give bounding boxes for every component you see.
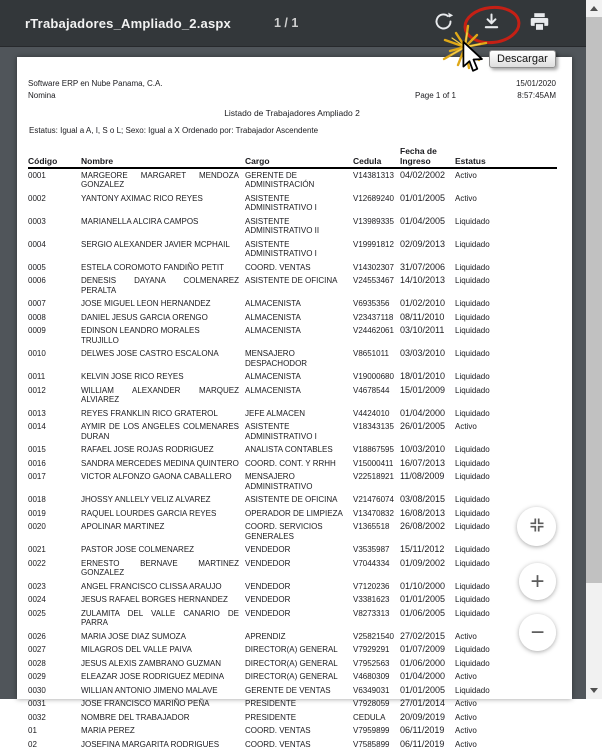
download-icon	[481, 11, 502, 35]
cell-cargo: JEFE ALMACEN	[245, 408, 306, 418]
cell-estatus: Liquidado	[455, 458, 490, 468]
cell-estatus: Liquidado	[455, 595, 490, 604]
cell-nombre: JOSEFINA MARGARITA RODRIGUES	[81, 739, 220, 749]
cell-codigo: 0018	[28, 495, 46, 504]
toolbar-actions	[426, 6, 556, 40]
cell-fecha: 26/08/2002	[400, 521, 446, 531]
cell-estatus: Liquidado	[455, 495, 490, 504]
cell-codigo: 0032	[28, 712, 46, 722]
print-button[interactable]	[522, 6, 556, 40]
cell-codigo: 01	[28, 726, 37, 735]
cell-fecha: 14/10/2013	[400, 275, 446, 285]
cell-cedula: V8273313	[353, 608, 390, 618]
cell-cedula: V7120236	[353, 581, 390, 591]
cell-cargo: ALMACENISTA	[245, 385, 301, 395]
table-row	[28, 275, 557, 298]
cell-codigo: 0028	[28, 658, 46, 668]
cell-cedula: V12689240	[353, 193, 394, 203]
fit-page-icon	[529, 517, 545, 536]
table-row	[28, 421, 557, 444]
cell-cargo: DIRECTOR(A) GENERAL	[245, 645, 338, 654]
table-row	[28, 192, 557, 215]
cell-nombre: JOSE MIGUEL LEON HERNANDEZ	[81, 299, 211, 308]
cell-cedula: V19991812	[353, 239, 394, 249]
cell-estatus: Liquidado	[455, 216, 490, 226]
cell-estatus: Liquidado	[455, 312, 490, 322]
cell-cedula: V4424010	[353, 408, 390, 418]
table-row	[28, 698, 557, 712]
col-header-estatus: Estatus	[455, 146, 557, 168]
cell-codigo: 0019	[28, 508, 46, 518]
col-header-nombre: Nombre	[81, 146, 245, 168]
cell-fecha: 01/01/2005	[400, 192, 446, 203]
cell-cedula: V7928059	[353, 699, 390, 708]
cell-fecha: 31/07/2006	[400, 261, 446, 272]
table-row	[28, 738, 557, 752]
cell-fecha: 08/11/2010	[400, 311, 445, 322]
cell-nombre: DENESIS DAYANA COLMENAREZ PERALTA	[81, 276, 239, 295]
cell-estatus: Liquidado	[455, 262, 490, 272]
col-header-cargo: Cargo	[245, 146, 353, 168]
scroll-down-button[interactable]	[586, 682, 602, 699]
table-row	[28, 557, 557, 580]
cell-estatus: Liquidado	[455, 645, 490, 654]
cell-nombre: DELWES JOSE CASTRO ESCALONA	[81, 349, 219, 358]
cell-cargo: DIRECTOR(A) GENERAL	[245, 658, 338, 668]
cell-nombre: MARGEORE MARGARET MENDOZA GONZALEZ	[81, 170, 239, 189]
table-row	[28, 407, 557, 421]
cell-cedula: V7929291	[353, 645, 390, 654]
table-header-row	[28, 146, 557, 168]
viewer-toolbar	[0, 0, 586, 47]
cell-fecha: 02/09/2013	[400, 238, 446, 249]
table-row	[28, 348, 557, 371]
cell-nombre: WILLIAN ANTONIO JIMENO MALAVE	[81, 685, 218, 695]
cell-estatus: Liquidado	[455, 581, 490, 591]
cell-estatus: Liquidado	[455, 558, 490, 568]
cell-nombre: EDINSON LEANDRO MORALES TRUJILLO	[81, 326, 200, 345]
cell-nombre: REYES FRANKLIN RICO GRATEROL	[81, 408, 218, 418]
cell-nombre: DANIEL JESUS GARCIA ORENGO	[81, 312, 208, 322]
table-body	[28, 168, 557, 752]
cell-nombre: WILLIAM ALEXANDER MARQUEZ ALVIAREZ	[81, 385, 239, 404]
cell-cedula: V7959899	[353, 726, 390, 735]
cell-estatus: Liquidado	[455, 545, 490, 554]
table-row	[28, 594, 557, 608]
col-header-cedula: Cedula	[353, 146, 400, 168]
cell-fecha: 01/06/2000	[400, 657, 446, 668]
cell-estatus: Activo	[455, 170, 477, 180]
cell-fecha: 01/10/2000	[400, 580, 446, 591]
zoom-in-icon: +	[530, 567, 545, 595]
cell-estatus: Liquidado	[455, 326, 490, 335]
company-name: Software ERP en Nube Panama, C.A.	[28, 79, 163, 88]
vertical-scrollbar[interactable]	[586, 0, 602, 699]
cell-estatus: Liquidado	[455, 658, 490, 668]
cell-nombre: VICTOR ALFONZO GAONA CABALLERO	[81, 472, 232, 481]
cell-codigo: 0015	[28, 445, 46, 454]
cell-fecha: 01/04/2000	[400, 407, 446, 418]
cell-nombre: APOLINAR MARTINEZ	[81, 522, 165, 531]
cell-estatus: Liquidado	[455, 349, 490, 358]
cell-cedula: V15000411	[353, 458, 394, 468]
cell-fecha: 16/07/2013	[400, 457, 446, 468]
cell-cedula: V14381313	[353, 170, 394, 180]
cell-codigo: 0009	[28, 326, 46, 335]
zoom-in-button[interactable]	[519, 563, 556, 600]
cell-estatus: Activo	[455, 193, 477, 203]
table-row	[28, 580, 557, 594]
table-row	[28, 457, 557, 471]
table-row	[28, 384, 557, 407]
cell-cedula: V23437118	[353, 312, 394, 322]
cell-cargo: ANALISTA CONTABLES	[245, 445, 333, 454]
cell-cargo: DIRECTOR(A) GENERAL	[245, 672, 338, 681]
cell-fecha: 10/03/2010	[400, 444, 446, 454]
cell-cargo: VENDEDOR	[245, 558, 291, 568]
cell-cargo: COORD. CONT. Y RRHH	[245, 458, 336, 468]
cell-estatus: Activo	[455, 712, 477, 722]
cell-codigo: 0006	[28, 276, 46, 285]
cell-codigo: 0017	[28, 472, 46, 481]
cell-cargo: ALMACENISTA	[245, 326, 301, 335]
cell-cargo: VENDEDOR	[245, 608, 291, 618]
cell-cargo: APRENDIZ	[245, 631, 286, 641]
cell-codigo: 0027	[28, 645, 46, 654]
cell-fecha: 03/10/2011	[400, 325, 445, 335]
cell-nombre: KELVIN JOSE RICO REYES	[81, 372, 184, 381]
document-title: rTrabajadores_Ampliado_2.aspx	[25, 15, 231, 31]
cell-codigo: 0005	[28, 262, 46, 272]
cell-fecha: 26/01/2005	[400, 421, 446, 431]
table-row	[28, 521, 557, 544]
cell-fecha: 18/01/2010	[400, 371, 446, 381]
cell-fecha: 03/03/2010	[400, 348, 446, 358]
cell-fecha: 15/01/2009	[400, 384, 446, 395]
cell-fecha: 04/02/2002	[400, 169, 446, 180]
cell-nombre: MARIA JOSE DIAZ SUMOZA	[81, 631, 186, 641]
print-date: 15/01/2020	[515, 79, 556, 88]
cell-cargo: ASISTENTE ADMINISTRATIVO II	[245, 216, 320, 235]
cell-fecha: 16/08/2013	[400, 507, 446, 518]
cell-fecha: 01/04/2000	[400, 671, 446, 681]
cell-cargo: ASISTENTE DE OFICINA	[245, 495, 338, 504]
cell-cedula: V6935356	[353, 299, 390, 308]
cell-nombre: ANGEL FRANCISCO CLISSA ARAUJO	[81, 581, 222, 591]
cell-estatus: Liquidado	[455, 508, 490, 518]
cell-cedula: V7585899	[353, 739, 390, 749]
cell-codigo: 0003	[28, 216, 46, 226]
cell-estatus: Liquidado	[455, 239, 490, 249]
cell-fecha: 20/09/2019	[400, 711, 446, 722]
workers-table	[28, 146, 557, 752]
table-row	[28, 371, 557, 385]
page-indicator: 1 / 1	[273, 16, 299, 30]
cell-nombre: RAFAEL JOSE ROJAS RODRIGUEZ	[81, 445, 214, 454]
cell-codigo: 0004	[28, 239, 46, 249]
cell-codigo: 0024	[28, 595, 46, 604]
cell-cedula: V3535987	[353, 545, 390, 554]
cell-cargo: ALMACENISTA	[245, 312, 301, 322]
table-row	[28, 725, 557, 739]
cell-nombre: PASTOR JOSE COLMENAREZ	[81, 545, 195, 554]
cell-fecha: 27/02/2015	[400, 630, 446, 641]
table-row	[28, 471, 557, 494]
cell-cedula: V7044334	[353, 558, 390, 568]
report-filter: Estatus: Igual a A, I, S o L; Sexo: Igual a X Ordenado por: Trabajador Ascendente	[29, 126, 319, 135]
cell-estatus: Liquidado	[455, 372, 490, 381]
col-header-fecha: Fecha de Ingreso	[400, 146, 455, 168]
cell-estatus: Activo	[455, 699, 477, 708]
cell-cedula: V21476074	[353, 495, 394, 504]
table-row	[28, 311, 557, 325]
cell-codigo: 0001	[28, 170, 46, 180]
cell-cedula: V14302307	[353, 262, 394, 272]
cell-estatus: Liquidado	[455, 685, 490, 695]
cell-fecha: 01/01/2005	[400, 684, 446, 695]
cell-cedula: V4680309	[353, 672, 390, 681]
cell-codigo: 0008	[28, 312, 46, 322]
cell-nombre: JOSE FRANCISCO MARIÑO PEÑA	[81, 699, 210, 708]
cell-nombre: JHOSSY ANLLELY VELIZ ALVAREZ	[81, 495, 211, 504]
cell-fecha: 11/08/2009	[400, 471, 445, 481]
cell-cedula: V3381623	[353, 595, 390, 604]
table-row	[28, 630, 557, 644]
cell-nombre: SERGIO ALEXANDER JAVIER MCPHAIL	[81, 239, 230, 249]
cell-nombre: ERNESTO BERNAVE MARTINEZ GONZALEZ	[81, 558, 239, 577]
download-tooltip: Descargar	[489, 50, 556, 68]
cell-codigo: 0022	[28, 558, 46, 568]
cell-fecha: 01/07/2009	[400, 644, 446, 654]
cell-cedula: V24553467	[353, 276, 394, 285]
cell-nombre: ELEAZAR JOSE RODRIGUEZ MEDINA	[81, 672, 225, 681]
cell-estatus: Activo	[455, 631, 477, 641]
cell-cedula: V13470832	[353, 508, 394, 518]
download-button[interactable]	[474, 6, 508, 40]
table-row	[28, 168, 557, 192]
cell-codigo: 0007	[28, 299, 46, 308]
col-header-codigo: Código	[28, 146, 81, 168]
cell-codigo: 0010	[28, 349, 46, 358]
report-title: Listado de Trabajadores Ampliado 2	[224, 108, 360, 118]
cell-cargo: PRESIDENTE	[245, 699, 297, 708]
department: Nomina	[28, 91, 56, 100]
scroll-up-button[interactable]	[586, 0, 602, 17]
page-of: Page 1 of 1	[415, 91, 456, 100]
cell-estatus: Liquidado	[455, 472, 490, 481]
cell-fecha: 06/11/2019	[400, 738, 445, 749]
cell-fecha: 01/02/2010	[400, 298, 446, 308]
cell-nombre: JESUS ALEXIS ZAMBRANO GUZMAN	[81, 658, 222, 668]
cell-cedula: V22518921	[353, 472, 394, 481]
cell-fecha: 06/11/2019	[400, 725, 445, 735]
table-row	[28, 671, 557, 685]
cell-cedula: V8651011	[353, 349, 389, 358]
cell-cedula: V18867595	[353, 445, 394, 454]
fit-page-button[interactable]	[517, 507, 556, 546]
cell-cargo: GERENTE DE ADMINISTRACIÓN	[245, 170, 315, 189]
cell-codigo: 0002	[28, 193, 46, 203]
cell-cedula: V24462061	[353, 326, 394, 335]
refresh-icon	[433, 11, 454, 35]
cell-codigo: 0030	[28, 685, 46, 695]
cell-cedula: V7952563	[353, 658, 390, 668]
cell-cargo: ASISTENTE ADMINISTRATIVO I	[245, 422, 317, 441]
cell-nombre: JESUS RAFAEL BORGES HERNANDEZ	[81, 595, 228, 604]
table-row	[28, 261, 557, 275]
cell-estatus: Liquidado	[455, 385, 490, 395]
scrollbar-thumb[interactable]	[586, 17, 602, 583]
cell-cedula: V1365518	[353, 522, 390, 531]
cell-codigo: 0011	[28, 372, 46, 381]
table-row	[28, 544, 557, 558]
cell-codigo: 02	[28, 739, 37, 749]
cell-cargo: PRESIDENTE	[245, 712, 297, 722]
cell-cargo: ASISTENTE DE OFICINA	[245, 276, 338, 285]
table-row	[28, 444, 557, 458]
cell-cargo: VENDEDOR	[245, 545, 291, 554]
cell-nombre: AYMIR DE LOS ANGELES COLMENARES DURAN	[81, 422, 239, 441]
cell-fecha: 15/11/2012	[400, 544, 445, 554]
cell-nombre: SANDRA MERCEDES MEDINA QUINTERO	[81, 458, 239, 468]
table-row	[28, 657, 557, 671]
cell-codigo: 0016	[28, 458, 46, 468]
cell-cedula: V4678544	[353, 385, 390, 395]
table-row	[28, 684, 557, 698]
cell-estatus: Liquidado	[455, 522, 490, 531]
cell-estatus: Activo	[455, 672, 477, 681]
cell-cargo: MENSAJERO ADMINISTRATIVO	[245, 472, 313, 491]
cell-nombre: MARIA PEREZ	[81, 726, 135, 735]
cell-codigo: 0020	[28, 522, 46, 531]
cell-cargo: ASISTENTE ADMINISTRATIVO I	[245, 239, 317, 258]
cell-cedula: V25821540	[353, 631, 394, 641]
cell-cedula: V13989335	[353, 216, 394, 226]
cell-nombre: ZULAMITA DEL VALLE CANARIO DE PARRA	[81, 608, 239, 627]
cell-cedula: V18343135	[353, 422, 394, 431]
cell-fecha: 27/01/2014	[400, 698, 446, 708]
table-row	[28, 325, 557, 348]
refresh-button[interactable]	[426, 6, 460, 40]
cell-nombre: YANTONY AXIMAC RICO REYES	[81, 193, 203, 203]
cell-codigo: 0013	[28, 408, 46, 418]
cell-nombre: MILAGROS DEL VALLE PAIVA	[81, 645, 192, 654]
cell-estatus: Liquidado	[455, 608, 490, 618]
cell-fecha: 01/01/2005	[400, 594, 446, 604]
cell-cedula: V19000680	[353, 372, 394, 381]
table-row	[28, 711, 557, 725]
cell-nombre: MARIANELLA ALCIRA CAMPOS	[81, 216, 199, 226]
cell-estatus: Activo	[455, 422, 477, 431]
cell-cedula: V6349031	[353, 685, 390, 695]
report-header	[17, 57, 572, 135]
cell-cargo: OPERADOR DE LIMPIEZA	[245, 508, 343, 518]
cell-codigo: 0026	[28, 631, 46, 641]
cell-cargo: ALMACENISTA	[245, 299, 301, 308]
cell-estatus: Liquidado	[455, 276, 490, 285]
cell-cargo: ALMACENISTA	[245, 372, 301, 381]
table-row	[28, 494, 557, 508]
cell-codigo: 0014	[28, 422, 46, 431]
table-row	[28, 644, 557, 658]
cell-codigo: 0012	[28, 385, 46, 395]
table-row	[28, 215, 557, 238]
table-row	[28, 238, 557, 261]
print-time: 8:57:45AM	[517, 91, 556, 100]
cell-nombre: NOMBRE DEL TRABAJADOR	[81, 712, 190, 722]
zoom-out-button[interactable]	[519, 614, 556, 651]
cell-cargo: COORD. VENTAS	[245, 726, 311, 735]
cell-fecha: 03/08/2015	[400, 494, 446, 504]
cell-cargo: GERENTE DE VENTAS	[245, 685, 331, 695]
cell-estatus: Activo	[455, 726, 477, 735]
table-row	[28, 298, 557, 312]
zoom-out-icon: −	[530, 618, 545, 646]
cell-fecha: 01/09/2002	[400, 557, 446, 568]
cell-codigo: 0021	[28, 545, 46, 554]
cell-cargo: VENDEDOR	[245, 581, 291, 591]
cell-cargo: COORD. VENTAS	[245, 739, 311, 749]
cell-cedula: CEDULA	[353, 712, 386, 722]
cell-cargo: MENSAJERO DESPACHODOR	[245, 349, 308, 368]
cell-estatus: Liquidado	[455, 445, 490, 454]
cell-nombre: RAQUEL LOURDES GARCIA REYES	[81, 508, 217, 518]
cell-cargo: VENDEDOR	[245, 595, 291, 604]
cell-cargo: COORD. SERVICIOS GENERALES	[245, 522, 323, 541]
cell-nombre: ESTELA COROMOTO FANDIÑO PETIT	[81, 262, 224, 272]
cell-cargo: COORD. VENTAS	[245, 262, 311, 272]
cell-fecha: 01/04/2005	[400, 215, 446, 226]
cell-estatus: Liquidado	[455, 299, 490, 308]
cell-codigo: 0025	[28, 608, 46, 618]
table-row	[28, 507, 557, 521]
report-page	[17, 57, 572, 749]
cell-cargo: ASISTENTE ADMINISTRATIVO I	[245, 193, 317, 212]
print-icon	[529, 11, 550, 35]
cell-estatus: Activo	[455, 739, 477, 749]
cell-fecha: 01/06/2005	[400, 607, 446, 618]
table-row	[28, 607, 557, 630]
cell-codigo: 0023	[28, 581, 46, 591]
cell-codigo: 0029	[28, 672, 46, 681]
cell-codigo: 0031	[28, 699, 46, 708]
cell-estatus: Liquidado	[455, 408, 490, 418]
